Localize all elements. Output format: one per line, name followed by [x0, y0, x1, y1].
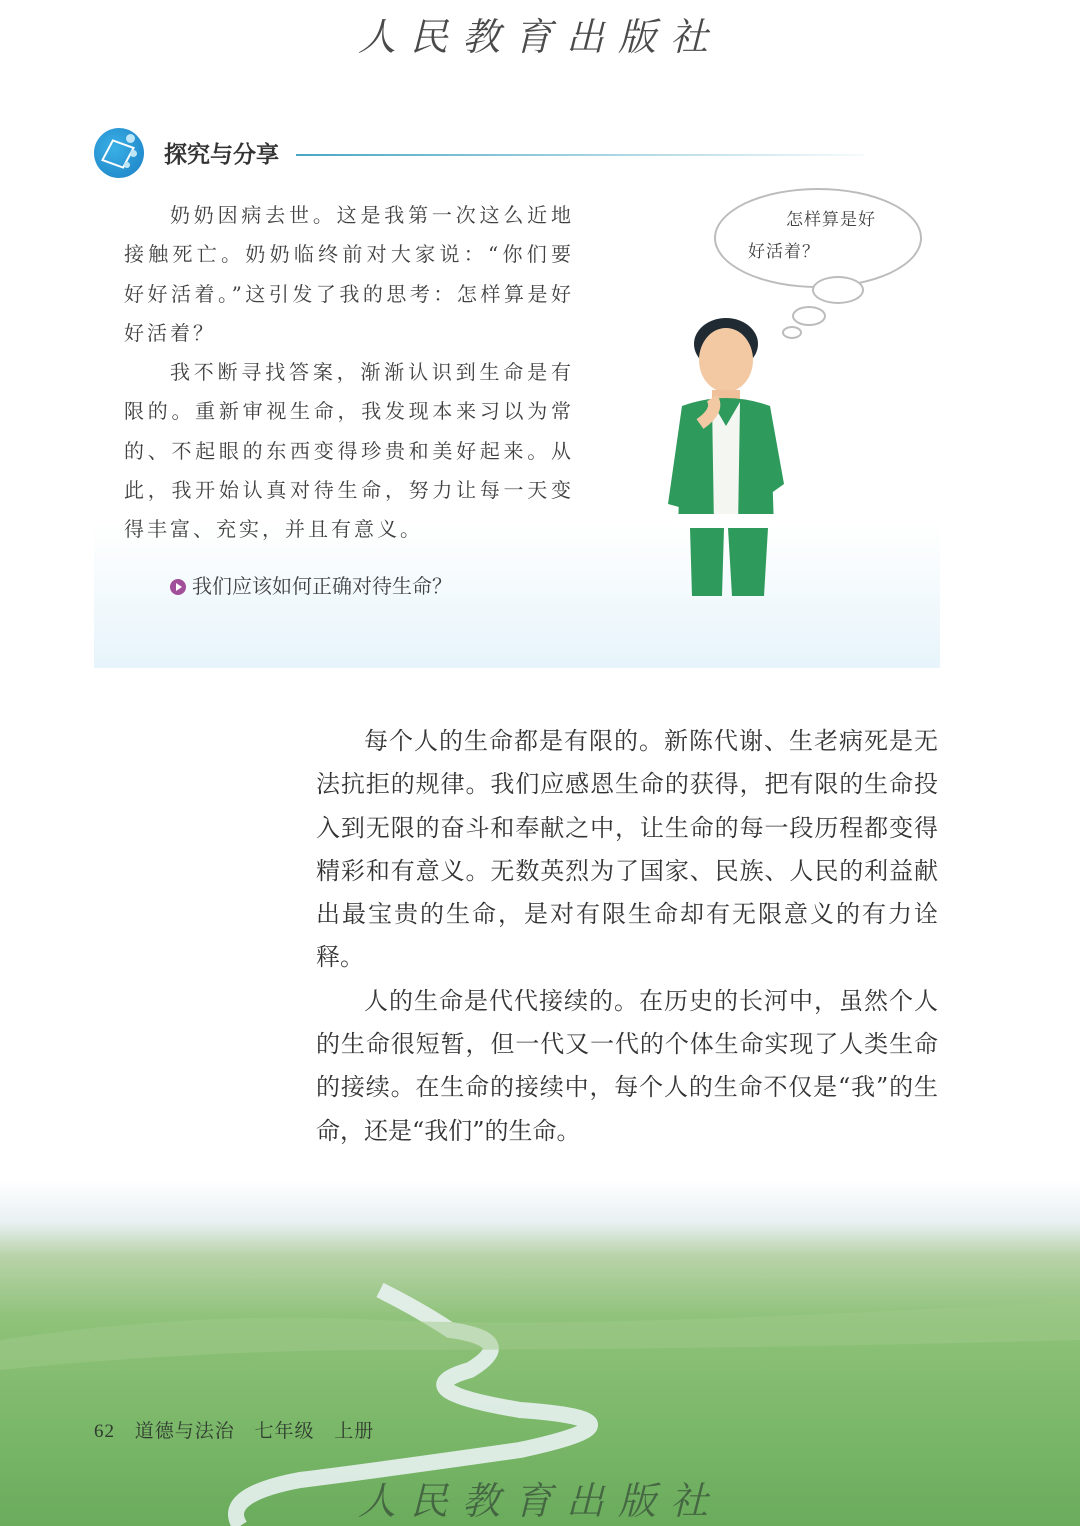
- thought-line: 怎样算是好: [786, 210, 876, 230]
- publisher-logo-top: 人民教育出版社: [357, 15, 722, 59]
- body-paragraph: 每个人的生命都是有限的。新陈代谢、生老病死是无法抗拒的规律。我们应感恩生命的获得，把有限的生命投入到无限的奋斗和奉献之中，让生命的每一段历程都变得精彩和有意义。无数英烈为了国家、民族、人民的利益献出最宝贵的生命，是对有限生命却有无限意义的有力诠释。: [316, 727, 938, 972]
- publisher-logo-bottom: 人民教育出版社: [357, 1479, 722, 1523]
- thought-puff: [792, 306, 826, 326]
- main-text: [316, 720, 938, 1153]
- story-paragraph: 奶奶因病去世。这是我第一次这么近地接触死亡。奶奶临终前对大家说：“你们要好好活着。”这引发了我的思考：怎样算是好好活着？: [124, 203, 574, 345]
- story-text: [124, 196, 574, 550]
- question-text: 我们应该如何正确对待生命？: [192, 576, 452, 598]
- thought-text: [748, 204, 898, 268]
- body-paragraph: 人的生命是代代接续的。在历史的长河中，虽然个人的生命很短暂，但一代又一代的个体生命实现了人类生命的接续。在生命的接续中，每个人的生命不仅是“我”的生命，还是“我们”的生命。: [316, 986, 938, 1145]
- section-divider: [296, 154, 864, 156]
- page-number: 62: [94, 1421, 115, 1442]
- play-triangle-icon: [170, 579, 186, 595]
- grade-label: 七年级: [254, 1421, 315, 1442]
- page-footer: [94, 1416, 388, 1443]
- volume-label: 上册: [334, 1421, 375, 1442]
- thought-line: 好活着？: [748, 242, 820, 262]
- thought-puff: [812, 276, 864, 304]
- boy-illustration: [660, 314, 790, 596]
- section-title: 探究与分享: [164, 141, 279, 167]
- cube-molecule-icon: [94, 128, 144, 178]
- story-paragraph: 我不断寻找答案，渐渐认识到生命是有限的。重新审视生命，我发现本来习以为常的、不起眼的东西变得珍贵和美好起来。从此，我开始认真对待生命，努力让每一天变得丰富、充实，并且有意义。: [124, 360, 574, 542]
- subject-name: 道德与法治: [134, 1421, 235, 1442]
- discussion-question: [170, 570, 452, 599]
